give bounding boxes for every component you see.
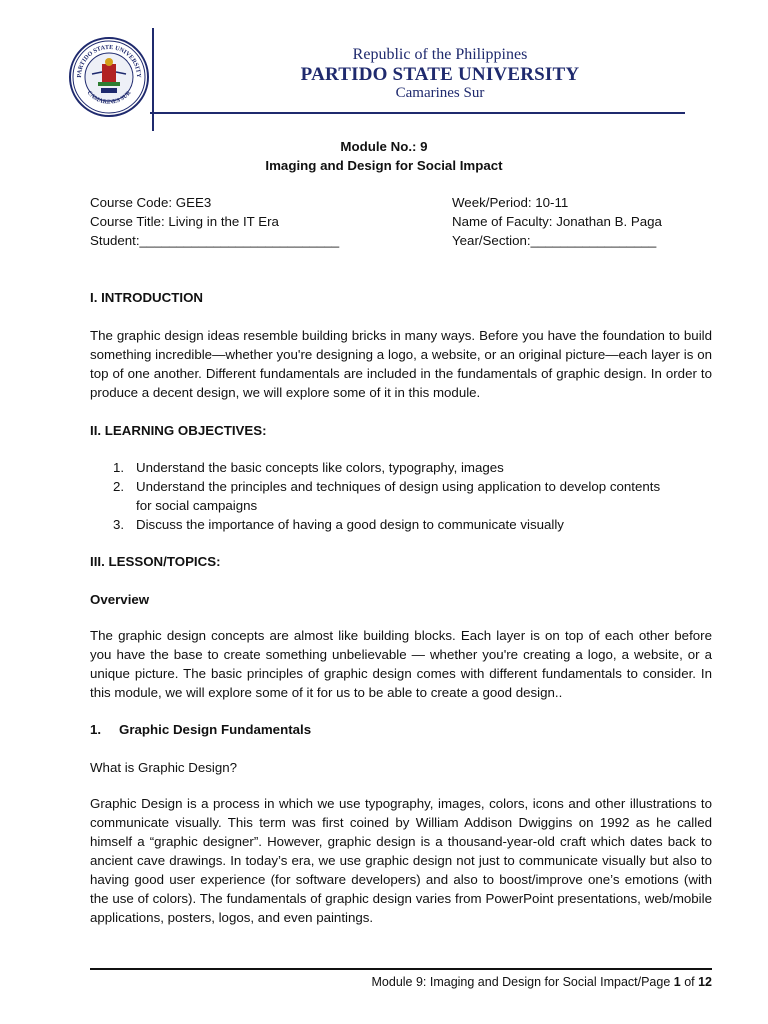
objective-item: Understand the principles and techniques of design using application to develop contents [136,479,661,494]
footer-label: Module 9: Imaging and Design for Social Impact/Page [371,975,674,989]
header-horizontal-rule [150,112,685,114]
province-text: Camarines Sur [395,85,485,101]
lesson-heading: III. LESSON/TOPICS: [90,554,221,569]
objective-number: 1. [113,460,125,475]
university-name: PARTIDO STATE UNIVERSITY [300,64,580,85]
page-total: 12 [698,975,712,989]
objective-number: 2. [113,479,125,494]
page-number: 1 [673,975,681,989]
university-seal-logo [68,36,150,118]
definition-paragraph: Graphic Design is a process in which we use typography, images, colors, icons and other illustrations to communicate visually. This term was first coined by William Addison Dwiggins on 1992 as he called himself a “graphic designer”. However, graphic design is a thousand-year-old craft which dates back to ancient cave drawings. In today’s era, we use graphic design not just to communicate visually but also to having good user experience (for software developers) and also to boost/improve one’s emotions (with the use of colors). The fundamentals of graphic design varies from PowerPoint presentations, web/mobile applications, posters, logos, and even paintings. [90,796,712,925]
student-field: Student:___________________________ [90,233,340,248]
page-footer [372,973,713,992]
section-number: 1. [90,722,102,737]
objective-item: Understand the basic concepts like colors, typography, images [136,460,504,475]
overview-heading: Overview [90,592,150,607]
footer-rule [90,968,712,970]
objective-number: 3. [113,517,125,532]
objective-item: Discuss the importance of having a good design to communicate visually [136,517,564,532]
overview-paragraph: The graphic design concepts are almost like building blocks. Each layer is on top of each other before you have the base to create something unbelievable — whether you're creating a logo, a website, or a unique picture. The basic principles of graphic design comes with different fundamentals to consider. In this module, we will explore some of it for us to be able to create a good design.. [90,628,712,700]
header-vertical-rule [152,28,154,131]
week-period: Week/Period: 10-11 [452,195,569,210]
introduction-paragraph: The graphic design ideas resemble building bricks in many ways. Before you have the foundation to build something incredible—whether you're designing a logo, a website, or an original picture—each layer is on top of one another. Different fundamentals are included in the fundamentals of graphic design. In order to produce a decent design, we will explore some of it in this module. [90,328,712,400]
svg-text:CAMARINES SUR: CAMARINES SUR [85,90,133,106]
footer-of: of [680,975,699,989]
objective-item-continued: for social campaigns [136,498,258,513]
course-code: Course Code: GEE3 [90,195,212,210]
section-question: What is Graphic Design? [90,760,238,775]
republic-text: Republic of the Philippines [352,46,528,63]
section-title: Graphic Design Fundamentals [119,722,312,737]
year-section-field: Year/Section:_________________ [452,233,657,248]
module-number: Module No.: 9 [340,139,428,154]
introduction-heading: I. INTRODUCTION [90,290,204,305]
svg-text:PARTIDO STATE UNIVERSITY: PARTIDO STATE UNIVERSITY [75,43,143,78]
course-title: Course Title: Living in the IT Era [90,214,279,229]
module-title: Imaging and Design for Social Impact [265,158,503,173]
faculty-name: Name of Faculty: Jonathan B. Paga [452,214,662,229]
objectives-heading: II. LEARNING OBJECTIVES: [90,423,267,438]
